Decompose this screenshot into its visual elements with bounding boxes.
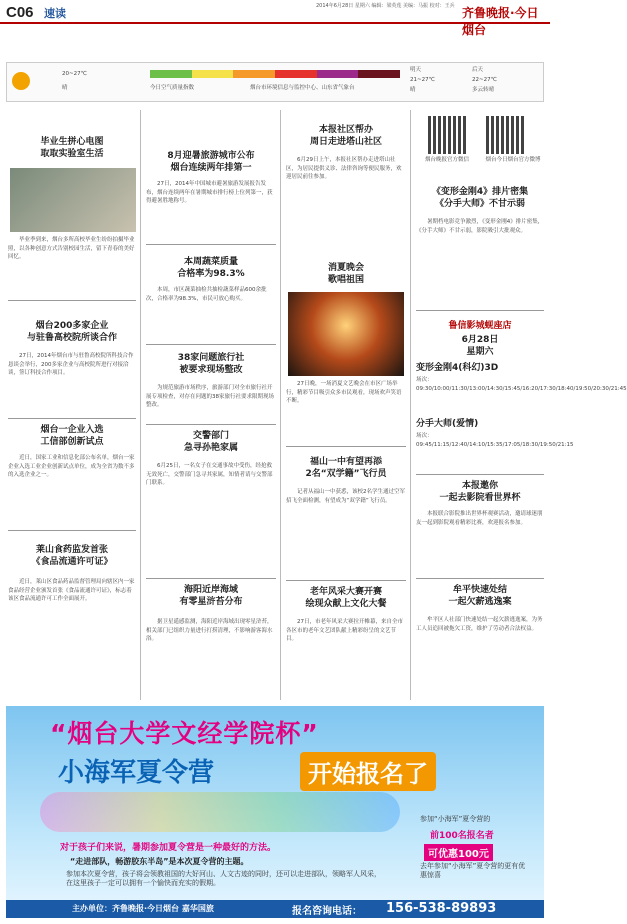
page-number: C06 <box>6 4 34 21</box>
headline: 老年风采大赛开赛 绘现众献上文化大餐 <box>305 587 387 609</box>
article-body: 为规范旅游市场秩序，旅游部门对全市旅行社开展专项检查，对存在问题的38家旅行社要求限期现场整改。 <box>146 385 275 408</box>
cinema-name: 鲁信影城蚬座店 <box>448 321 512 331</box>
section-title: 速读 <box>44 7 66 20</box>
headline: 《变形金刚4》排片密集 《分手大师》不甘示弱 <box>431 187 529 209</box>
article-body: 本报联合影院推出世界杯观赛活动，邀请球迷朋友一起到影院观看精彩比赛，欢迎报名参加。 <box>416 511 543 526</box>
rainbow-illustration <box>40 792 400 832</box>
graduation-photo <box>10 168 136 232</box>
promo-line: 去年参加“小海军”夏令营的更有优惠惊喜 <box>420 862 526 879</box>
ad-footer <box>6 900 544 918</box>
aqi-source: 烟台市环境信息与监控中心、山东省气象台 <box>250 85 355 91</box>
aqi-label: 今日空气质量指数 <box>150 85 195 91</box>
aqi-scale <box>150 70 400 78</box>
divider <box>146 424 276 425</box>
article-body: 27日，2014年烟台市与驻鲁高校院所科技合作恳谈会举行，200多家企业与高校院所进行对接洽谈，签订科技合作项目。 <box>8 353 134 376</box>
divider <box>416 474 544 475</box>
brand-logo: 齐鲁晚报·今日烟台 <box>462 6 539 37</box>
ad-description: 参加本次夏令营，孩子将会领教祖国的大好河山、人文古迹的同时，还可以走进部队，领略军人风采，在这里孩子一定可以拥有一个愉快而充实的假期。 <box>66 870 381 887</box>
divider <box>416 578 544 579</box>
after-temp: 22~27℃ <box>472 77 497 83</box>
article-body: 6月29日上午，本报社区帮办走进塔山社区，为居民提供义诊、法律咨询等便民服务，欢迎居民前往参加。 <box>286 157 402 180</box>
today-desc: 晴 <box>62 85 68 91</box>
headline: 福山一中有望再添 2名“双学籍”飞行员 <box>305 457 387 479</box>
article-body: 27日，市老年风采大赛拉开帷幕，来自全市各区市的老年文艺团队献上精彩纷呈的文艺节目。 <box>286 619 403 642</box>
divider <box>146 244 276 245</box>
article-body: 毕业季到来，烟台多所高校毕业生纷纷拍摄毕业照，以各种创意方式告别校园生活，留下青春的美好回忆。 <box>8 237 135 260</box>
headline: 38家问题旅行社 被要求现场整改 <box>177 353 245 375</box>
column-divider <box>410 110 411 700</box>
divider <box>8 530 136 531</box>
column-divider <box>280 110 281 700</box>
headline: 交警部门 急寻孙艳家属 <box>183 431 238 453</box>
headline: 毕业生拼心电图 取取实验室生活 <box>40 137 104 159</box>
article-body: 27日晚，一场消夏文艺晚会在市区广场举行，精彩节目吸引众多市民观看，现场欢声笑语不断。 <box>286 381 402 404</box>
divider <box>146 344 276 345</box>
tomorrow-desc: 晴 <box>410 87 416 93</box>
tomorrow-label: 明天 <box>410 67 422 73</box>
page-header <box>0 0 550 37</box>
promo-discount: 可优惠100元 <box>424 844 493 861</box>
phone-label: 报名咨询电话： <box>292 906 362 917</box>
divider <box>146 578 276 579</box>
ad-title: “烟台大学文经学院杯” <box>50 719 319 748</box>
tomorrow-temp: 21~27℃ <box>410 77 435 83</box>
wechat-qr-icon <box>428 116 466 154</box>
article-body: 近日，莱山区食品药品监督管理局向辖区内一家食品经营企业颁发首张《食品流通许可证》，标志着该区食品流通许可工作全面展开。 <box>8 579 135 602</box>
cinema-date: 6月28日 <box>461 335 499 345</box>
sun-icon <box>12 72 30 90</box>
article-body: 6月25日，一名女子在交通事故中受伤，经抢救无效死亡，交警部门急寻其家属，知情者请与交警部门联系。 <box>146 463 273 486</box>
ad-subtitle: 小海军夏令营 <box>58 758 215 788</box>
ad-slogan: 对于孩子们来说，暑期参加夏令营是一种最好的方法。 <box>60 843 277 853</box>
qr-caption: 烟台晚报官方微信 <box>424 157 469 163</box>
promo-line: 参加“小海军”夏令营的 <box>420 815 491 823</box>
article-body: 据卫星遥感监测，海阳近岸海域出现零星浒苔，相关部门已组织力量进行打捞清理，不影响游客海水浴。 <box>146 619 273 642</box>
divider <box>286 446 406 447</box>
qr-caption: 烟台今日烟台官方微博 <box>485 157 541 163</box>
divider <box>416 310 544 311</box>
headline: 牟平快速处结 一起欠薪逃逸案 <box>448 585 512 607</box>
cinema-day: 星期六 <box>466 347 494 357</box>
ad-signup-badge: 开始报名了 <box>300 752 436 791</box>
article-body: 牟平区人社部门快速处结一起欠薪逃逸案，为务工人员追回被拖欠工资，维护了劳动者合法权益。 <box>416 617 543 632</box>
showtimes: 场次：09:45/11:15/12:40/14:10/15:35/17:05/18:30/19:50/21:15 <box>416 433 574 448</box>
weather-bar <box>6 62 544 102</box>
headline: 本周蔬菜质量 合格率为98.3% <box>177 257 245 279</box>
phone-number[interactable]: 156-538-89893 <box>386 901 497 916</box>
divider <box>8 418 136 419</box>
headline: 本报邀你 一起去影院看世界杯 <box>439 481 521 503</box>
article-body: 近日，国家工业和信息化部公布名单，烟台一家企业入选工业企业创新试点单位，成为全省为数不多的入选企业之一。 <box>8 455 135 478</box>
movie-title: 变形金刚4(科幻)3D <box>416 363 499 373</box>
ad-theme: “走进部队，畅游胶东半岛”是本次夏令营的主题。 <box>70 857 249 866</box>
headline: 莱山食药监发首张 《食品流通许可证》 <box>31 545 113 567</box>
headline: 烟台一企业入选 工信部创新试点 <box>40 425 104 447</box>
page-meta: 2014年6月28日 星期六 编辑：梁英莲 美编：马振 校对：王兵 <box>316 3 455 9</box>
sponsor: 主办单位：齐鲁晚报·今日烟台 嘉华国旅 <box>72 904 214 913</box>
promo-line: 前100名报名者 <box>430 831 494 841</box>
movie-title: 分手大师(爱情) <box>416 419 479 429</box>
weibo-qr-icon <box>486 116 524 154</box>
divider <box>8 300 136 301</box>
article-body: 本周，市区蔬菜抽检共抽检蔬菜样品600余批次，合格率为98.3%，市民可放心购买。 <box>146 287 267 302</box>
column-divider <box>140 110 141 700</box>
divider <box>286 580 406 581</box>
headline: 烟台200多家企业 与驻鲁高校院所谈合作 <box>26 321 117 343</box>
showtimes: 场次：09:30/10:00/11:30/13:00/14:30/15:45/16:20/17:30/18:40/19:50/20:30/21:45 <box>416 377 627 392</box>
after-desc: 多云转晴 <box>472 87 495 93</box>
today-temp: 20~27℃ <box>62 71 87 77</box>
concert-photo <box>288 292 404 376</box>
headline: 本报社区帮办 周日走进塔山社区 <box>309 125 382 147</box>
headline: 消夏晚会 歌唱祖国 <box>327 263 364 285</box>
article-body: 暑期档电影竞争激烈，《变形金刚4》排片密集，《分手大师》不甘示弱，影院吸引大批观众。 <box>416 219 544 234</box>
after-label: 后天 <box>472 67 484 73</box>
article-body: 27日，2014年中国城市避暑旅游发展报告发布，烟台连续两年在暑期城市排行榜上位列第一，获得避暑胜地称号。 <box>146 181 273 204</box>
headline: 8月迎暑旅游城市公布 烟台连续两年排第一 <box>167 151 255 173</box>
headline: 海阳近岸海域 有零星浒苔分布 <box>179 585 243 607</box>
article-body: 记者从福山一中获悉，该校2名学生通过空军招飞全面检测，有望成为“双学籍”飞行员。 <box>286 489 406 504</box>
